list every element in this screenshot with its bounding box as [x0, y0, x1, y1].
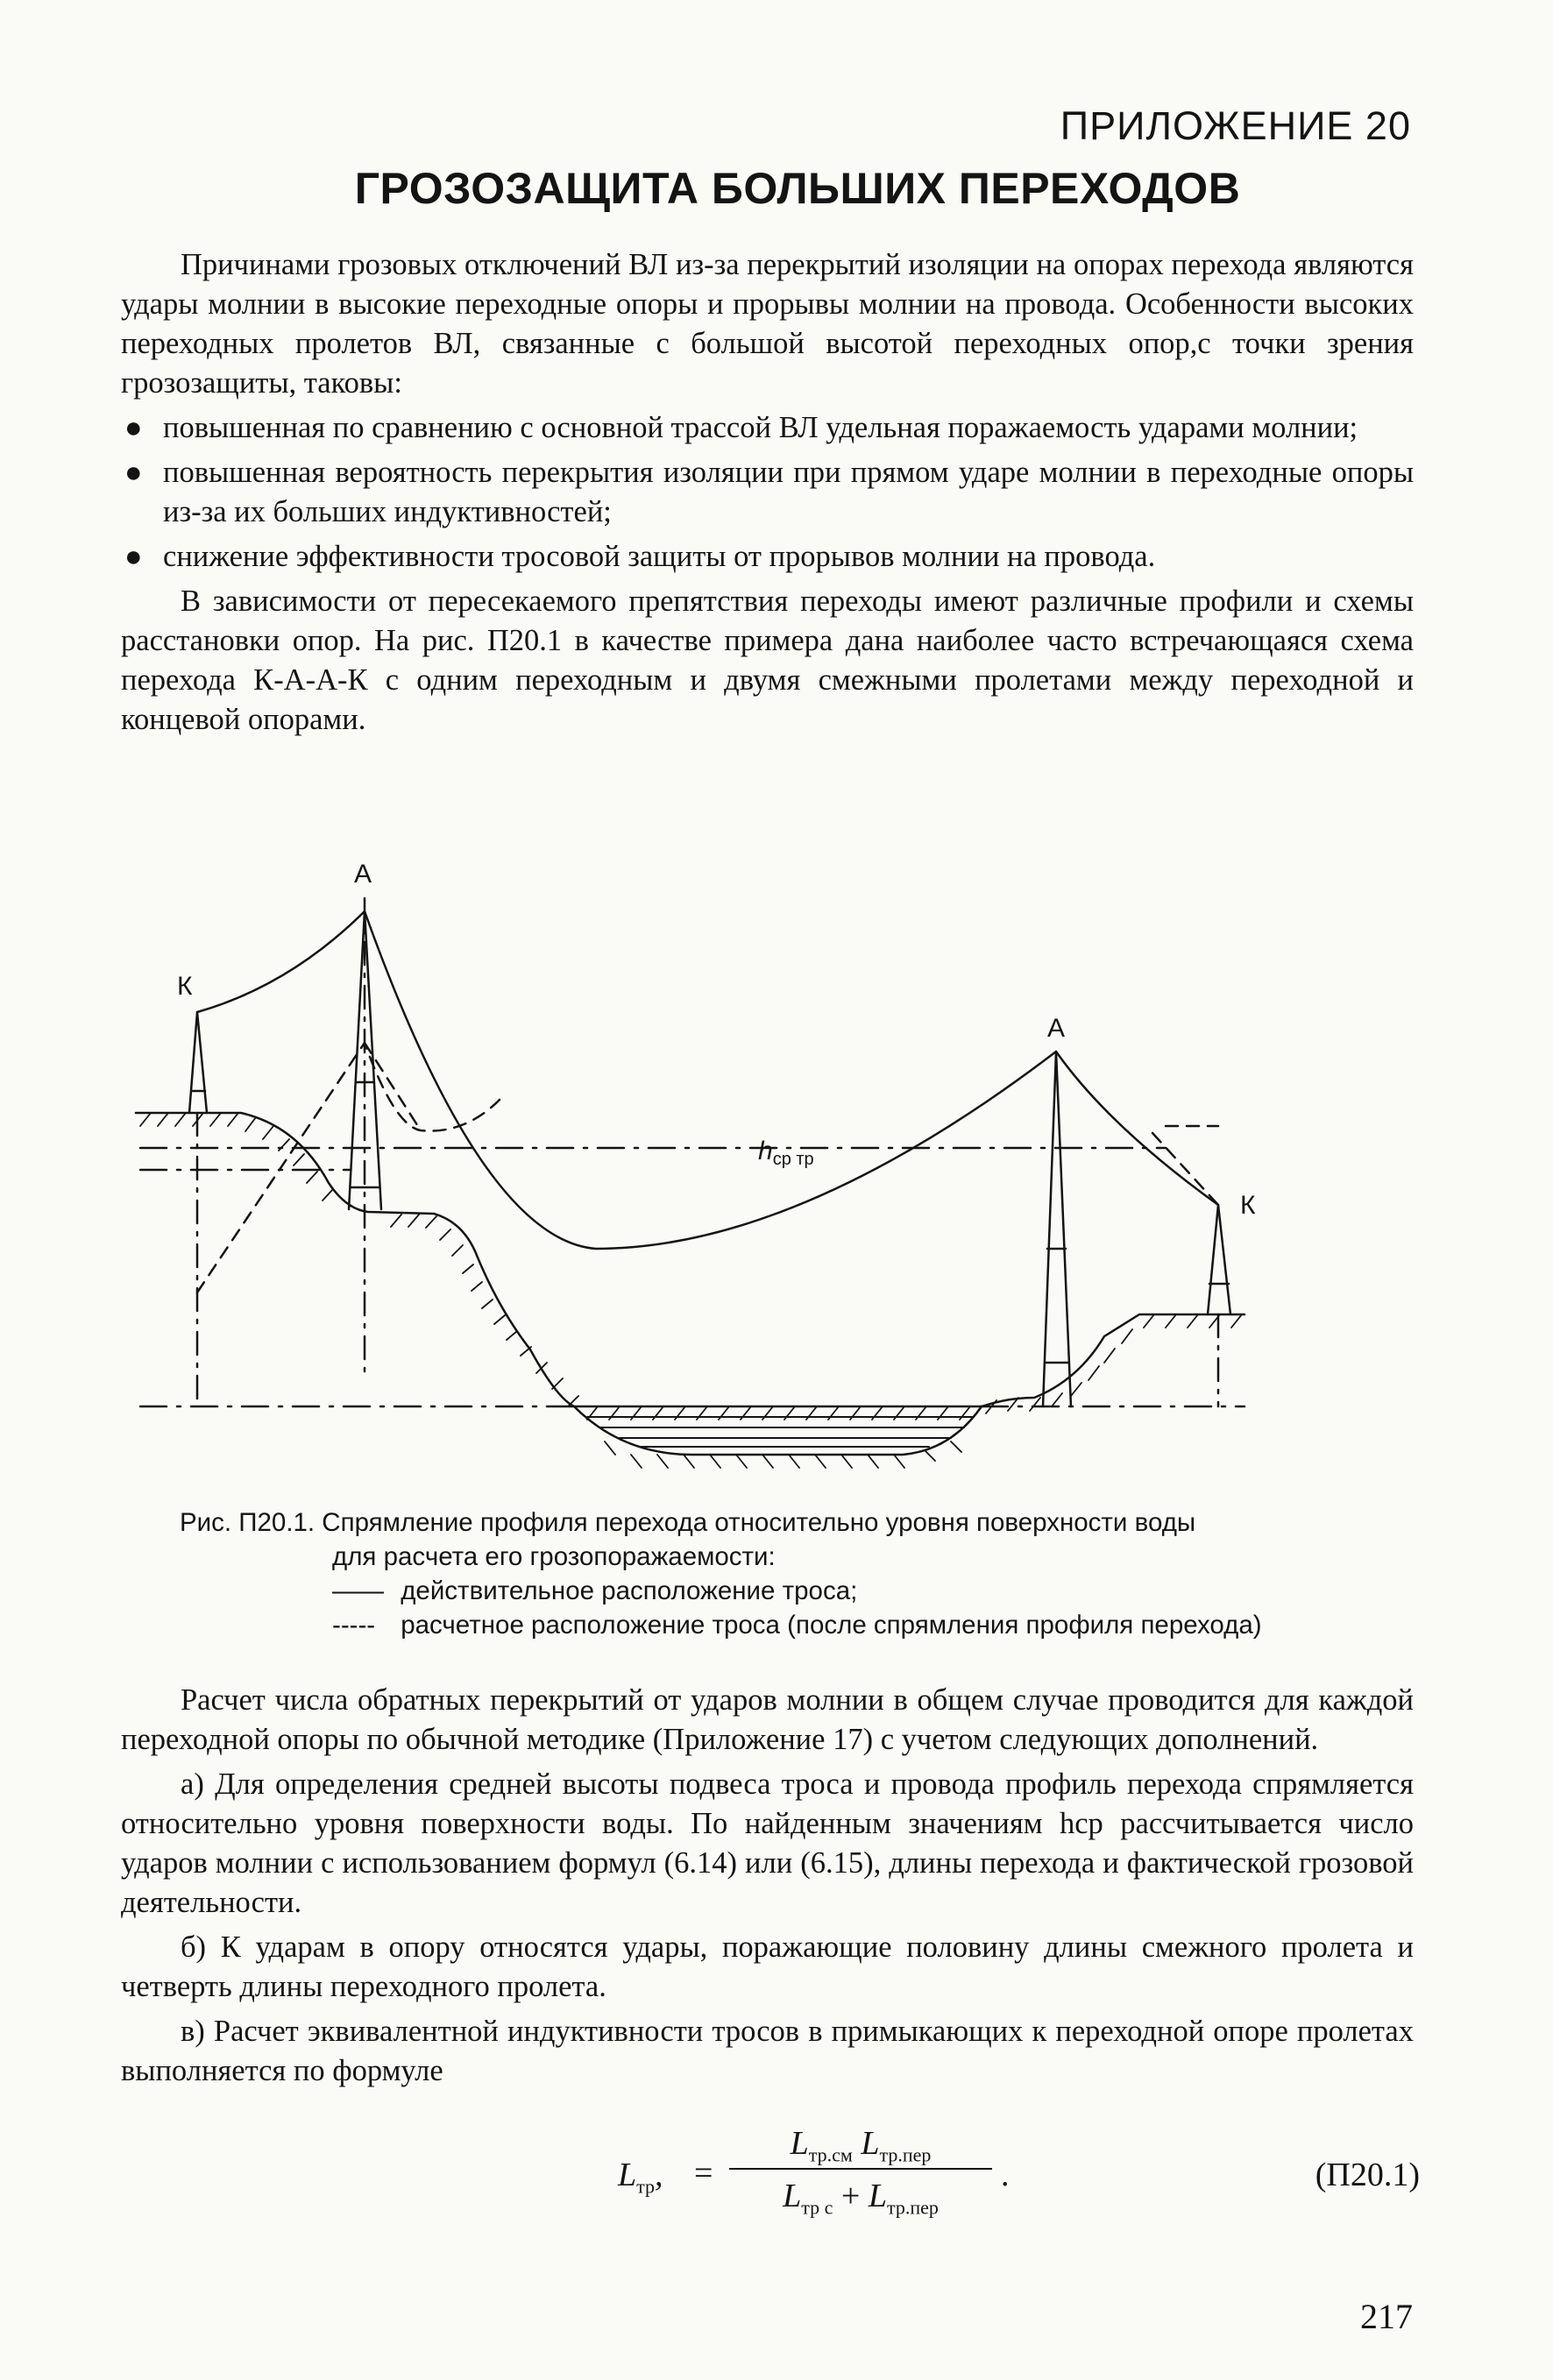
label-k-right: К — [1240, 1191, 1256, 1220]
legend-dashed — [180, 1608, 1424, 1642]
list-item-text: повышенная вероятность перекрытия изоляции при прямом ударе молнии в переходные опоры из-за их больших индуктивностей; — [163, 456, 1414, 528]
list-item — [121, 453, 1414, 532]
figure-caption — [180, 1505, 1424, 1642]
label-h-main: h — [758, 1137, 773, 1165]
page-number: 217 — [1360, 2297, 1413, 2336]
formula-lhs-symbol: L — [618, 2157, 637, 2193]
formula-num-b: L — [861, 2125, 880, 2162]
label-h-subscript: ср тр — [772, 1150, 814, 1169]
label-a-left: А — [354, 860, 372, 889]
formula-lhs-subscript: тр — [636, 2175, 656, 2198]
intro-section — [121, 245, 1414, 745]
appendix-label: ПРИЛОЖЕНИЕ 20 — [1060, 103, 1411, 148]
avg-height-line — [140, 1148, 1166, 1170]
ground-hatching — [140, 1113, 1242, 1420]
formula-den-b-sub: тр.пер — [886, 2196, 939, 2219]
intro-paragraph-1: Причинами грозовых отключений ВЛ из-за перекрытий изоляции на опорах перехода являются удары молнии в высокие переходные опоры и прорывы молнии на провода. Особенности высоких переходных пролетов ВЛ, связанные с большой высотой переходных опор,с точки зрения грозозащиты, таковы: — [121, 248, 1414, 400]
list-item — [121, 408, 1414, 448]
formula-dot: . — [1001, 2157, 1010, 2193]
caption-line-2: для расчета его грозопоражаемости: — [332, 1542, 776, 1571]
tower-k-right — [1208, 1205, 1230, 1314]
formula-den-a: L — [783, 2178, 802, 2214]
list-item — [121, 537, 1414, 577]
page-title: ГРОЗОЗАЩИТА БОЛЬШИХ ПЕРЕХОДОВ — [354, 164, 1241, 213]
legend-dashed-text: расчетное расположение троса (после спрямления профиля перехода) — [401, 1611, 1262, 1640]
formula-lhs-tail: , — [655, 2157, 663, 2193]
formula-den-b: L — [868, 2178, 887, 2214]
body-paragraph-b: б) К ударам в опору относятся удары, поражающие половину длины смежного пролета и четверть длины переходного пролета. — [121, 1930, 1414, 2003]
formula-plus: + — [840, 2178, 861, 2214]
formula-numerator — [720, 2119, 1001, 2168]
formula-num-b-sub: тр.пер — [879, 2143, 932, 2166]
body-paragraph-c: в) Расчет эквивалентной индуктивности тросов в примыкающих к переходной опоре пролетах выполняется по формуле — [121, 2015, 1414, 2087]
formula-denominator — [720, 2170, 1001, 2219]
crossing-profile-diagram — [131, 837, 1358, 1494]
formula-equals: = — [694, 2155, 713, 2192]
legend-solid-mark: —— — [332, 1576, 384, 1605]
caption-line-1: Рис. П20.1. Спрямление профиля перехода относительно уровня поверхности воды — [180, 1508, 1196, 1537]
formula-den-a-sub: тр с — [801, 2196, 833, 2219]
bullet-icon: ● — [124, 412, 143, 444]
list-item-text: снижение эффективности тросовой защиты от прорывов молнии на провода. — [163, 540, 1156, 573]
list-item-text: повышенная по сравнению с основной трассой ВЛ удельная поражаемость ударами молнии; — [163, 411, 1358, 444]
bullet-icon: ● — [124, 457, 143, 489]
intro-paragraph-2: В зависимости от пересекаемого препятствия переходы имеют различные профили и схемы расстановки опор. На рис. П20.1 в качестве примера дана наиболее часто встречающаяся схема перехода К-А-А-К с одним переходным и двумя смежными пролетами между переходной и концевой опорами. — [121, 584, 1414, 736]
label-k-left: К — [177, 972, 193, 1001]
formula-number: (П20.1) — [1315, 2157, 1420, 2193]
feature-list — [121, 408, 1414, 577]
body-paragraph-1: Расчет числа обратных перекрытий от ударов молнии в общем случае проводится для каждой переходной опоры по обычной методике (Приложение 17) с учетом следующих дополнений. — [121, 1683, 1414, 1756]
label-a-right: А — [1047, 1014, 1066, 1043]
body-section — [121, 1681, 1414, 2096]
formula-fraction — [720, 2119, 1001, 2219]
formula-lhs — [618, 2156, 663, 2199]
formula-num-a: L — [790, 2125, 809, 2162]
water-surface — [574, 1406, 982, 1447]
legend-solid — [180, 1574, 1424, 1608]
formula-p20-1 — [613, 2119, 1420, 2233]
legend-solid-text: действительное расположение троса; — [401, 1576, 858, 1605]
tower-a-right — [1043, 1052, 1071, 1406]
bullet-icon: ● — [124, 541, 143, 573]
body-paragraph-a: а) Для определения средней высоты подвеса троса и провода профиль перехода спрямляется относительно уровня поверхности воды. По найденным значениям hср рассчитывается число ударов молнии с использованием формул (6.14) или (6.15), длины перехода и фактической грозовой деятельности. — [121, 1767, 1414, 1919]
crossing-profile-figure — [131, 837, 1358, 1494]
tower-k-left — [189, 1012, 207, 1113]
formula-num-a-sub: тр.см — [808, 2143, 853, 2166]
legend-dashed-mark: ----- — [332, 1611, 376, 1640]
label-h-avg — [758, 1137, 814, 1169]
